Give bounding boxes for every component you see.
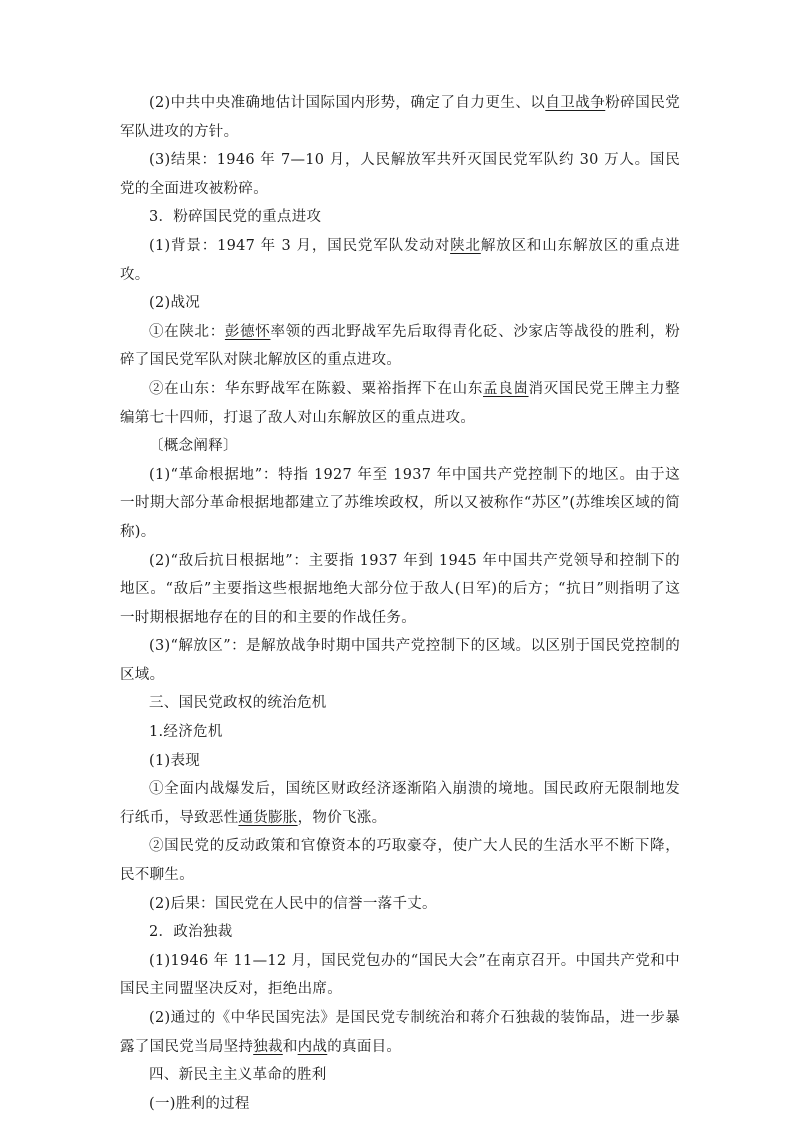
paragraph xyxy=(120,632,680,689)
paragraph-text: (2)中共中央准确地估计国际国内形势，确定了自力更生、以 xyxy=(149,95,546,111)
paragraph-text: 〔概念阐释〕 xyxy=(149,438,238,455)
underlined-term: 内战 xyxy=(297,1038,328,1055)
paragraph xyxy=(120,918,680,947)
paragraph-text: (3)“解放区”：是解放战争时期中国共产党控制下的区域。以区别于国民党控制的区域。 xyxy=(120,638,680,683)
paragraph xyxy=(120,832,680,889)
paragraph xyxy=(120,375,680,432)
paragraph-text: ，物价飞涨。 xyxy=(297,809,387,826)
underlined-term: 陕北 xyxy=(450,237,481,254)
paragraph xyxy=(120,432,680,461)
document-body xyxy=(120,89,680,1118)
paragraph-text: (1)“革命根据地”：特指 1927 年至 1937 年中国共产党控制下的地区。由于这一时期大部分革命根据地都建立了苏维埃政权，所以又被称作“苏区”(苏维埃区域的简称)。 xyxy=(120,466,680,540)
underlined-term: 自卫战争 xyxy=(545,95,606,111)
paragraph-text: 解放区和山东解放区的重点进攻。 xyxy=(120,237,680,283)
paragraph-text: (2)战况 xyxy=(149,295,201,312)
underlined-term: 独裁 xyxy=(253,1038,283,1055)
paragraph-text: (2)“敌后抗日根据地”：主要指 1937 年到 1945 年中国共产党领导和控制下的地区。“敌后”主要指这些根据地绝大部分位于敌人(日军)的后方；“抗日”则指明了这一时期根据地存在的目的和主要的作战任务。 xyxy=(120,552,680,626)
paragraph xyxy=(120,146,680,203)
paragraph-text: ①全面内战爆发后，国统区财政经济逐渐陷入崩溃的境地。国民政府无限制地发行纸币，导致恶性 xyxy=(120,781,680,826)
paragraph-text: (2)通过的《中华民国宪法》是国民党专制统治和蒋介石独裁的装饰品，进一步暴露了国民党当局坚持 xyxy=(120,1010,680,1055)
paragraph xyxy=(120,461,680,547)
paragraph xyxy=(120,203,680,232)
paragraph-text: ②国民党的反动政策和官僚资本的巧取豪夺，使广大人民的生活水平不断下降，民不聊生。 xyxy=(120,838,680,884)
paragraph xyxy=(120,89,680,146)
paragraph xyxy=(120,947,680,1004)
paragraph-text: (一)胜利的过程 xyxy=(149,1095,250,1112)
paragraph-text: 的真面目。 xyxy=(327,1038,402,1055)
paragraph-text: 三、国民党政权的统治危机 xyxy=(149,695,327,712)
paragraph-text: 消灭国民党王牌主力整编第七十四师，打退了敌人对山东解放区的重点进攻。 xyxy=(120,380,680,426)
underlined-term: 彭德怀 xyxy=(224,323,271,340)
paragraph xyxy=(120,689,680,718)
paragraph-text: ①在陕北： xyxy=(149,323,225,340)
paragraph-text: (3)结果：1946 年 7—10 月，人民解放军共歼灭国民党军队约 30 万人。国民党的全面进攻被粉碎。 xyxy=(120,152,680,197)
paragraph xyxy=(120,775,680,832)
paragraph-text: ②在山东：华东野战军在陈毅、粟裕指挥下在山东 xyxy=(149,380,483,397)
paragraph xyxy=(120,289,680,318)
paragraph-text: 3．粉碎国民党的重点进攻 xyxy=(149,209,322,226)
paragraph-text: 2．政治独裁 xyxy=(149,924,233,941)
paragraph-text: 粉碎国民党军队进攻的方针。 xyxy=(120,95,681,140)
paragraph-text: (1)背景：1947 年 3 月，国民党军队发动对 xyxy=(149,237,451,254)
underlined-term: 通货膨胀 xyxy=(238,809,298,826)
paragraph-text: 四、新民主主义革命的胜利 xyxy=(149,1067,327,1084)
paragraph-text: (1)1946 年 11—12 月，国民党包办的“国民大会”在南京召开。中国共产党和中国民主同盟坚决反对，拒绝出席。 xyxy=(120,952,680,998)
underlined-term: 孟良崮 xyxy=(483,380,529,397)
paragraph xyxy=(120,232,680,289)
paragraph xyxy=(120,747,680,776)
paragraph xyxy=(120,1090,680,1119)
paragraph-text: (2)后果：国民党在人民中的信誉一落千丈。 xyxy=(149,895,437,912)
paragraph-text: 率领的西北野战军先后取得青化砭、沙家店等战役的胜利，粉碎了国民党军队对陕北解放区的重点进攻。 xyxy=(120,323,680,369)
paragraph xyxy=(120,318,680,375)
paragraph-text: 和 xyxy=(282,1038,298,1055)
paragraph xyxy=(120,1004,680,1061)
paragraph xyxy=(120,890,680,919)
paragraph xyxy=(120,718,680,747)
paragraph-text: (1)表现 xyxy=(149,752,201,769)
paragraph-text: 1.经济危机 xyxy=(149,724,223,741)
paragraph xyxy=(120,547,680,633)
paragraph xyxy=(120,1061,680,1090)
